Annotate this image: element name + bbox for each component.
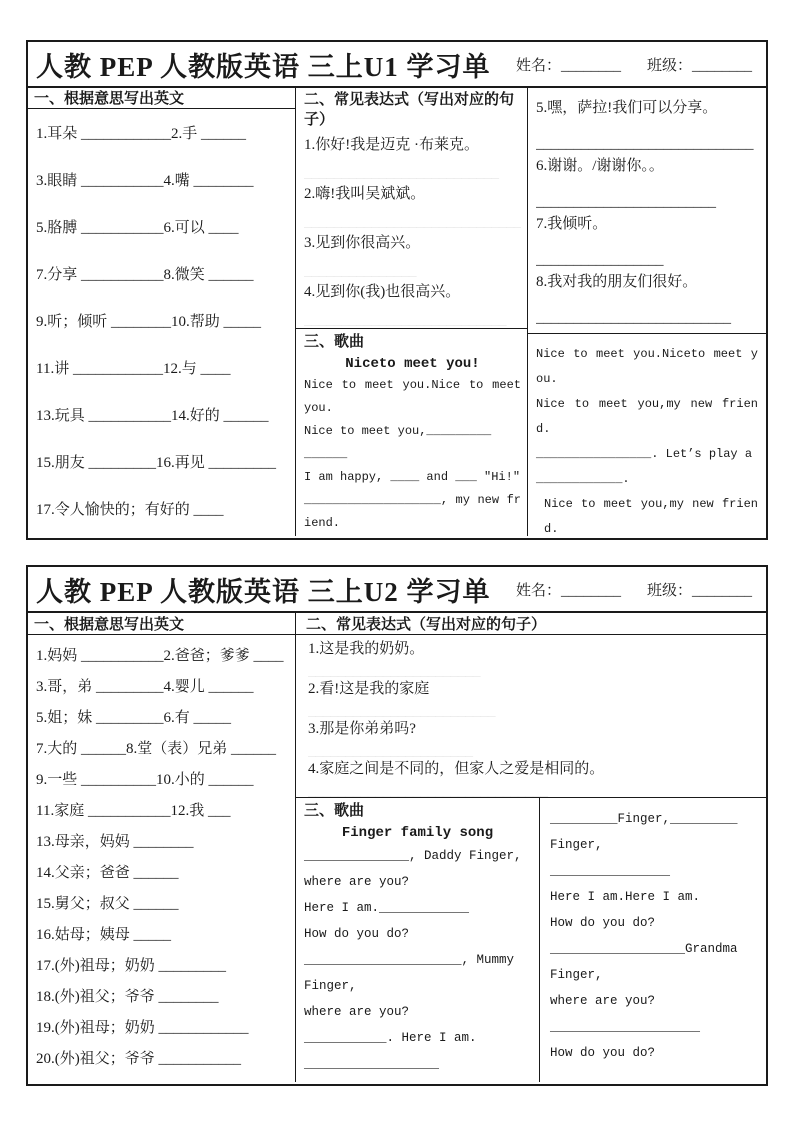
- u2-song-right-cell: [540, 798, 766, 1082]
- answer-blank: _________________________: [308, 707, 496, 717]
- expression-item: [308, 639, 754, 677]
- vocab-line: 7.大的 ______8.堂（表）兄弟 ______: [36, 741, 277, 757]
- song-lyric-line: where are you?: [304, 875, 410, 889]
- vocab-line: 20.(外)祖父；爷爷 ___________: [36, 1051, 241, 1067]
- u2-section1-header: 一、根据意思写出英文: [28, 613, 295, 635]
- answer-blank: ______________________: [308, 747, 473, 757]
- answer-blank: _________________: [536, 254, 664, 266]
- answer-blank: _____________________________: [536, 138, 754, 150]
- u2-vocab-column: [28, 613, 296, 1082]
- vocab-line: 18.(外)祖父；爷爷 ________: [36, 989, 219, 1005]
- expression-question: 1.你好!我是迈克 ·布莱克。: [304, 137, 479, 153]
- song-lyric-line: _____________________, Mummy: [304, 953, 515, 967]
- expression-question: 5.嘿，萨拉!我们可以分享。: [536, 100, 718, 116]
- song-lyric-line: ___________________, my new friend.: [304, 493, 521, 530]
- answer-blank: ___________________________: [304, 316, 507, 326]
- song-lyric-line: ____________________: [550, 1020, 701, 1034]
- u1-expressions-right-cell: [528, 88, 766, 334]
- expression-question: 3.见到你很高兴。: [304, 235, 421, 251]
- expression-question: 2.嗨!我叫吴斌斌。: [304, 186, 426, 202]
- expression-question: 2.看!这是我的家庭: [308, 681, 430, 697]
- u1-vocab-list: [28, 109, 295, 536]
- answer-blank: ________________________: [536, 196, 716, 208]
- song-lyric-line: Here I am.____________: [304, 901, 470, 915]
- expression-question: 3.那是你弟弟吗?: [308, 721, 416, 737]
- vocab-line: 9.听；倾听 ________10.帮助 _____: [36, 314, 262, 330]
- vocab-line: 5.姐；妹 _________6.有 _____: [36, 710, 232, 726]
- u1-middle-column: [296, 88, 528, 536]
- worksheet-u1: [26, 40, 768, 540]
- u2-class-blank: 班级：________: [646, 582, 752, 599]
- u2-song-title: Finger family song: [341, 825, 494, 841]
- song-lyric-line: How do you do?: [550, 916, 656, 930]
- expression-question: 6.谢谢。/谢谢你。。: [536, 158, 664, 174]
- u1-expressions-cell: [296, 88, 527, 329]
- song-lyric-line: where are you?: [550, 994, 656, 1008]
- vocab-line: 13.母亲，妈妈 ________: [36, 834, 194, 850]
- expression-question: 4.见到你(我)也很高兴。: [304, 284, 461, 300]
- u1-vocab-column: [28, 88, 296, 536]
- expression-question: 4.家庭之间是不同的，但家人之爱是相同的。: [308, 761, 605, 777]
- expression-item: [304, 184, 521, 228]
- expression-item: [308, 759, 754, 797]
- vocab-line: 15.朋友 _________16.再见 _________: [36, 455, 277, 471]
- vocab-line: 5.胳膊 ___________6.可以 ____: [36, 220, 239, 236]
- song-lyric-line: _________Finger,_________: [550, 812, 738, 826]
- u1-song-title: Niceto meet you!: [345, 356, 480, 372]
- song-lyric-line: Nice to meet you,_________: [304, 424, 492, 438]
- u1-name-blank: 姓名：________: [515, 57, 621, 74]
- song-lyric-line: ______: [304, 447, 348, 461]
- u1-page-title: 人教 PEP 人教版英语 三上U1 学习单: [36, 51, 491, 82]
- song-lyric-line: Nice to meet you.Nice to meet you.: [304, 378, 521, 415]
- u1-section2-header: 二、常见表达式（写出对应的句子）: [304, 91, 515, 128]
- u1-section1-header: 一、根据意思写出英文: [28, 88, 295, 109]
- vocab-line: 16.姑母；姨母 _____: [36, 927, 172, 943]
- u2-body: [28, 613, 766, 1082]
- vocab-line: 13.玩具 ___________14.好的 ______: [36, 408, 269, 424]
- u1-body: [28, 88, 766, 536]
- u1-class-blank: 班级：________: [646, 57, 752, 74]
- u1-title-row: [28, 42, 766, 88]
- vocab-line: 11.家庭 ___________12.我 ___: [36, 803, 231, 819]
- answer-blank: __________________________: [304, 169, 499, 179]
- expression-item: [304, 233, 521, 277]
- song-lyric-line: How do you do?: [550, 1046, 656, 1060]
- u1-name-class-row: [516, 54, 752, 75]
- song-lyric-line: ________________. Let’s play a: [536, 447, 753, 461]
- vocab-line: 9.一些 __________10.小的 ______: [36, 772, 254, 788]
- expression-item: [308, 719, 754, 757]
- u2-name-class-row: [516, 579, 752, 600]
- answer-blank: _____________________________: [304, 218, 521, 228]
- song-lyric-line: where are you?: [304, 1005, 410, 1019]
- song-lyric-line: Here I am.Here I am.: [550, 890, 701, 904]
- expression-item: [304, 135, 521, 179]
- u2-section3-header: 三、歌曲: [304, 802, 365, 819]
- u2-page-title: 人教 PEP 人教版英语 三上U2 学习单: [36, 576, 491, 607]
- u2-name-blank: 姓名：________: [515, 582, 621, 599]
- song-lyric-line: Finger,: [550, 968, 603, 982]
- expression-item: [536, 272, 758, 324]
- answer-blank: __________________________: [536, 312, 731, 324]
- vocab-line: 7.分享 ___________8.微笑 ______: [36, 267, 254, 283]
- u2-song-section: [296, 798, 766, 1082]
- u2-song-left-cell: [296, 798, 540, 1082]
- vocab-line: 1.妈妈 ___________2.爸爸；爹爹 ____: [36, 648, 284, 664]
- u1-song-continuation-cell: [528, 334, 766, 536]
- song-lyric-line: ____________.: [536, 472, 630, 486]
- vocab-line: 1.耳朵 ____________2.手 ______: [36, 126, 247, 142]
- song-lyric-line: I am happy, ____ and ___ ″Hi!″: [304, 470, 521, 484]
- vocab-line: 3.哥，弟 _________4.婴儿 ______: [36, 679, 254, 695]
- vocab-line: 15.舅父；叔父 ______: [36, 896, 179, 912]
- vocab-line: 11.讲 ____________12.与 ____: [36, 361, 231, 377]
- vocab-line: 17.令人愉快的；有好的 ____: [36, 502, 224, 518]
- expression-item: [536, 98, 758, 150]
- expression-question: 7.我倾听。: [536, 216, 608, 232]
- answer-blank: _______________: [304, 267, 417, 277]
- answer-blank: _______________________: [308, 667, 481, 677]
- u2-right-area: [296, 613, 766, 1082]
- song-lyric-line: ________________: [550, 864, 671, 878]
- song-lyric-line: Nice to meet you,my new friend.: [544, 497, 758, 536]
- u2-expressions-cell: [296, 635, 766, 798]
- song-lyric-line: Nice to meet you.Niceto meet you.: [536, 347, 758, 386]
- vocab-line: 19.(外)祖母；奶奶 ____________: [36, 1020, 249, 1036]
- answer-blank: ________________________________: [308, 787, 548, 797]
- worksheet-u2: [26, 565, 768, 1086]
- vocab-line: 17.(外)祖母；奶奶 _________: [36, 958, 226, 974]
- expression-item: [536, 156, 758, 208]
- expression-item: [536, 214, 758, 266]
- expression-item: [304, 282, 521, 326]
- u1-song-cell: [296, 329, 527, 536]
- u1-section3-header: 三、歌曲: [304, 333, 365, 350]
- u2-vocab-list: [28, 635, 295, 1082]
- song-lyric-line: __________________: [304, 1057, 440, 1071]
- u2-title-row: [28, 567, 766, 613]
- expression-question: 1.这是我的奶奶。: [308, 641, 425, 657]
- song-lyric-line: How do you do?: [304, 927, 410, 941]
- expression-item: [308, 679, 754, 717]
- song-lyric-line: Nice to meet you,my new friend.: [536, 397, 758, 436]
- song-lyric-line: Finger,: [304, 979, 357, 993]
- song-lyric-line: __________________Grandma: [550, 942, 738, 956]
- u1-right-column: [528, 88, 766, 536]
- expression-question: 8.我对我的朋友们很好。: [536, 274, 698, 290]
- vocab-line: 14.父亲；爸爸 ______: [36, 865, 179, 881]
- song-lyric-line: ______________, Daddy Finger,: [304, 849, 522, 863]
- vocab-line: 3.眼睛 ___________4.嘴 ________: [36, 173, 254, 189]
- u2-section2-header: 二、常见表达式（写出对应的句子）: [296, 613, 766, 635]
- song-lyric-line: Finger,: [550, 838, 603, 852]
- song-lyric-line: ___________. Here I am.: [304, 1031, 477, 1045]
